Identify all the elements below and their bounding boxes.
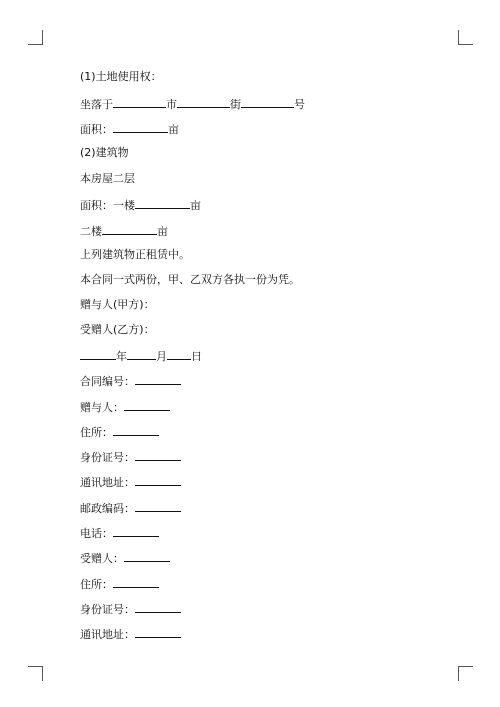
land-heading [80, 70, 162, 84]
phone-label: 电话： [80, 527, 113, 540]
donor-a-line [80, 298, 155, 312]
rent-note-line [80, 248, 190, 262]
area-first-floor-label: 面积：一楼 [80, 199, 135, 212]
phone-blank[interactable] [113, 525, 159, 537]
donee-line [80, 550, 170, 566]
land-area-blank[interactable] [113, 121, 168, 133]
first-floor-area-blank[interactable] [135, 197, 190, 209]
postal-code-line [80, 500, 181, 516]
second-floor-label: 二楼 [80, 225, 102, 238]
house-desc-line [80, 172, 135, 186]
mail-address-2-blank[interactable] [135, 626, 181, 638]
address-2-blank[interactable] [113, 576, 159, 588]
city-label: 市 [166, 98, 177, 111]
copies-note-line [80, 273, 300, 287]
phone-line [80, 525, 159, 541]
day-blank[interactable] [167, 348, 191, 360]
month-blank[interactable] [127, 348, 156, 360]
mail-address-blank[interactable] [135, 474, 181, 486]
mail-address-2-line [80, 626, 181, 642]
donee-b-line [80, 323, 155, 337]
contract-no-line [80, 373, 181, 389]
id-no-label: 身份证号： [80, 451, 135, 464]
street-blank[interactable] [177, 96, 230, 108]
donee-label: 受赠人： [80, 552, 124, 565]
rent-note-text: 上列建筑物正租赁中。 [80, 248, 190, 261]
copies-note-text: 本合同一式两份，甲、乙双方各执一份为凭。 [80, 273, 300, 286]
city-blank[interactable] [113, 96, 166, 108]
second-floor-area-line [80, 223, 168, 239]
day-label: 日 [191, 350, 202, 363]
land-area-line [80, 121, 179, 137]
crop-mark-top-left [28, 30, 43, 45]
contract-no-label: 合同编号： [80, 375, 135, 388]
postal-code-label: 邮政编码： [80, 502, 135, 515]
address-2-line [80, 576, 159, 592]
area-label: 面积： [80, 123, 113, 136]
address-blank[interactable] [113, 424, 159, 436]
address-line [80, 424, 159, 440]
address-2-label: 住所： [80, 578, 113, 591]
located-at-label: 坐落于 [80, 98, 113, 111]
crop-mark-bottom-right [458, 666, 473, 681]
donee-blank[interactable] [124, 550, 170, 562]
id-no-blank[interactable] [135, 449, 181, 461]
contract-no-blank[interactable] [135, 373, 181, 385]
mu-label-second-floor: 亩 [157, 225, 168, 238]
donor-blank[interactable] [124, 399, 170, 411]
postal-code-blank[interactable] [135, 500, 181, 512]
mail-address-2-label: 通讯地址： [80, 628, 135, 641]
id-no-2-label: 身份证号： [80, 603, 135, 616]
donor-line [80, 399, 170, 415]
month-label: 月 [156, 350, 167, 363]
year-blank[interactable] [80, 348, 116, 360]
donee-b-label: 受赠人(乙方)： [80, 323, 155, 336]
crop-mark-top-right [458, 30, 473, 45]
street-label: 街 [230, 98, 241, 111]
mail-address-line [80, 474, 181, 490]
house-desc-text: 本房屋二层 [80, 172, 135, 185]
mu-label-first-floor: 亩 [190, 199, 201, 212]
mail-address-label: 通讯地址： [80, 476, 135, 489]
year-label: 年 [116, 350, 127, 363]
id-no-2-line [80, 601, 181, 617]
donor-label: 赠与人： [80, 401, 124, 414]
second-floor-area-blank[interactable] [102, 223, 157, 235]
number-blank[interactable] [241, 96, 294, 108]
crop-mark-bottom-left [28, 666, 43, 681]
location-line [80, 96, 305, 112]
first-floor-area-line [80, 197, 201, 213]
land-heading-text: (1)土地使用权： [80, 70, 162, 83]
address-label: 住所： [80, 426, 113, 439]
date-line [80, 348, 202, 364]
number-label: 号 [294, 98, 305, 111]
id-no-2-blank[interactable] [135, 601, 181, 613]
donor-a-label: 赠与人(甲方)： [80, 298, 155, 311]
id-no-line [80, 449, 181, 465]
building-heading [80, 146, 129, 160]
mu-label: 亩 [168, 123, 179, 136]
building-heading-text: (2)建筑物 [80, 146, 129, 159]
